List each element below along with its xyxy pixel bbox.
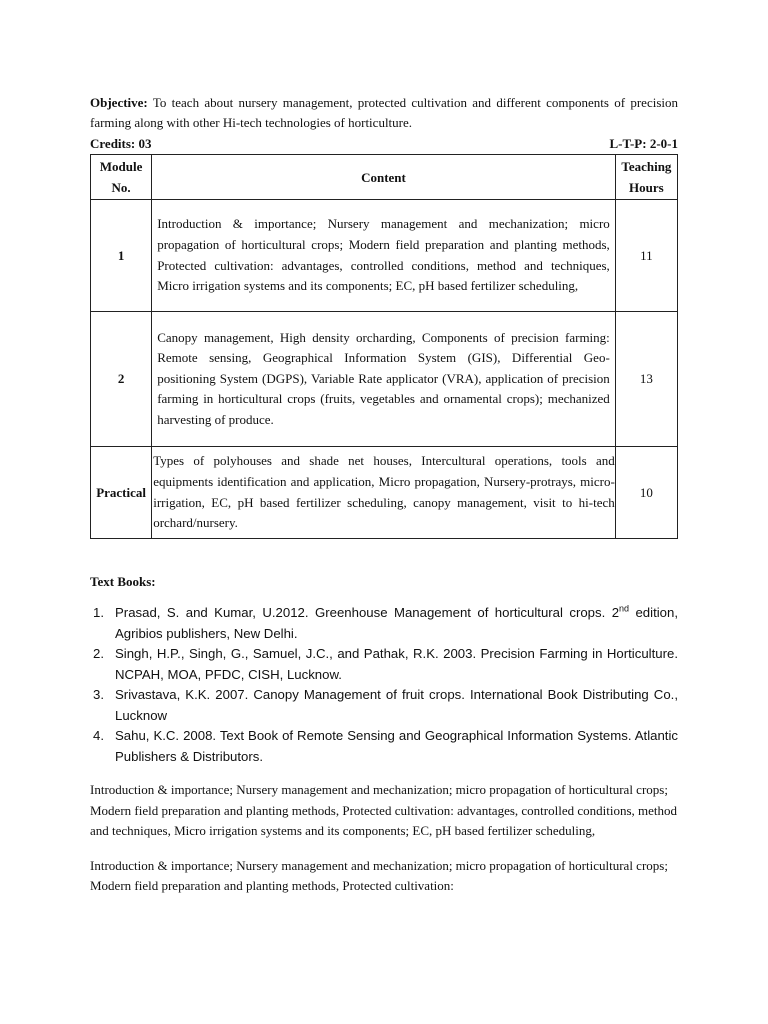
ltp-label: L-T-P: 2-0-1: [609, 136, 678, 151]
module-number: Practical: [91, 447, 152, 539]
list-item-text: Sahu, K.C. 2008. Text Book of Remote Sensing and Geographical Information Systems. Atlantic Publishers & Distributors.: [115, 728, 678, 764]
table-header-row: [91, 155, 678, 200]
list-item: [90, 685, 678, 726]
module-content: Introduction & importance; Nursery management and mechanization; micro propagation of horticultural crops; Modern field preparation and planting methods, Protected cultivation: advantages, controlled conditions, method and techniques, Micro irrigation systems and its components; EC, pH based fertilizer scheduling,: [152, 200, 616, 312]
table-row: [91, 200, 678, 312]
hours-header-line2: Hours: [629, 180, 664, 195]
list-item: [90, 644, 678, 685]
module-header: [91, 155, 152, 200]
list-item-text-cont: edition, Agribios publishers, New Delhi.: [115, 605, 678, 641]
module-content: Types of polyhouses and shade net houses, Intercultural operations, tools and equipments identification and application, Micro propagation, Nursery-protrays, micro-irrigation, EC, pH based fertilizer scheduling, canopy management, visit to hi-tech orchard/nursery.: [152, 447, 616, 539]
module-number: 1: [91, 200, 152, 312]
table-row: [91, 312, 678, 447]
ordinal-superscript: nd: [619, 603, 630, 614]
list-item-text: Singh, H.P., Singh, G., Samuel, J.C., and Pathak, R.K. 2003. Precision Farming in Horticulture. NCPAH, MOA, PFDC, CISH, Lucknow.: [115, 646, 678, 682]
credits-row: [90, 133, 678, 154]
body-paragraph: Introduction & importance; Nursery management and mechanization; micro propagation of horticultural crops; Modern field preparation and planting methods, Protected cultivation: advantages, controlled conditions, method and techniques, Micro irrigation systems and its components; EC, pH based fertilizer scheduling,: [90, 782, 678, 838]
teaching-hours: 13: [615, 312, 677, 447]
module-content: Canopy management, High density orcharding, Components of precision farming: Remote sensing, Geographical Information System (GIS), Differential Geo-positioning System (DGPS), Variable Rate applicator (VRA), application of precision farming in horticultural crops (fruits, vegetables and ornamental crops); mechanized harvesting of produce.: [152, 312, 616, 447]
list-item-number: 4.: [93, 728, 104, 743]
teaching-hours: 10: [615, 447, 677, 539]
list-item: [90, 726, 678, 767]
teaching-hours: 11: [615, 200, 677, 312]
list-item-number: 1.: [93, 605, 104, 620]
module-header-line2: No.: [111, 180, 131, 195]
list-item: [90, 603, 678, 644]
textbooks-list: [90, 603, 678, 767]
content-header: Content: [152, 155, 616, 200]
body-paragraph: Introduction & importance; Nursery management and mechanization; micro propagation of horticultural crops; Modern field preparation and planting methods, Protected cultivation:: [90, 857, 668, 893]
document-page: [90, 93, 678, 897]
objective-paragraph: [90, 93, 678, 133]
textbooks-heading: Text Books:: [90, 574, 156, 589]
list-item-text: Prasad, S. and Kumar, U.2012. Greenhouse Management of horticultural crops. 2: [115, 605, 620, 620]
list-item-number: 3.: [93, 687, 104, 702]
list-item-number: 2.: [93, 646, 104, 661]
objective-text: To teach about nursery management, protected cultivation and different components of precision farming along with other Hi-tech technologies of horticulture.: [90, 95, 679, 130]
syllabus-table: [90, 154, 678, 539]
list-item-text: Srivastava, K.K. 2007. Canopy Management of fruit crops. International Book Distributing Co., Lucknow: [115, 687, 678, 723]
table-row: [91, 447, 678, 539]
hours-header: [615, 155, 677, 200]
module-header-line1: Module: [99, 159, 143, 174]
objective-label: Objective:: [90, 95, 148, 110]
module-number: 2: [91, 312, 152, 447]
credits-label: Credits: 03: [90, 136, 152, 151]
hours-header-line1: Teaching: [621, 159, 672, 174]
